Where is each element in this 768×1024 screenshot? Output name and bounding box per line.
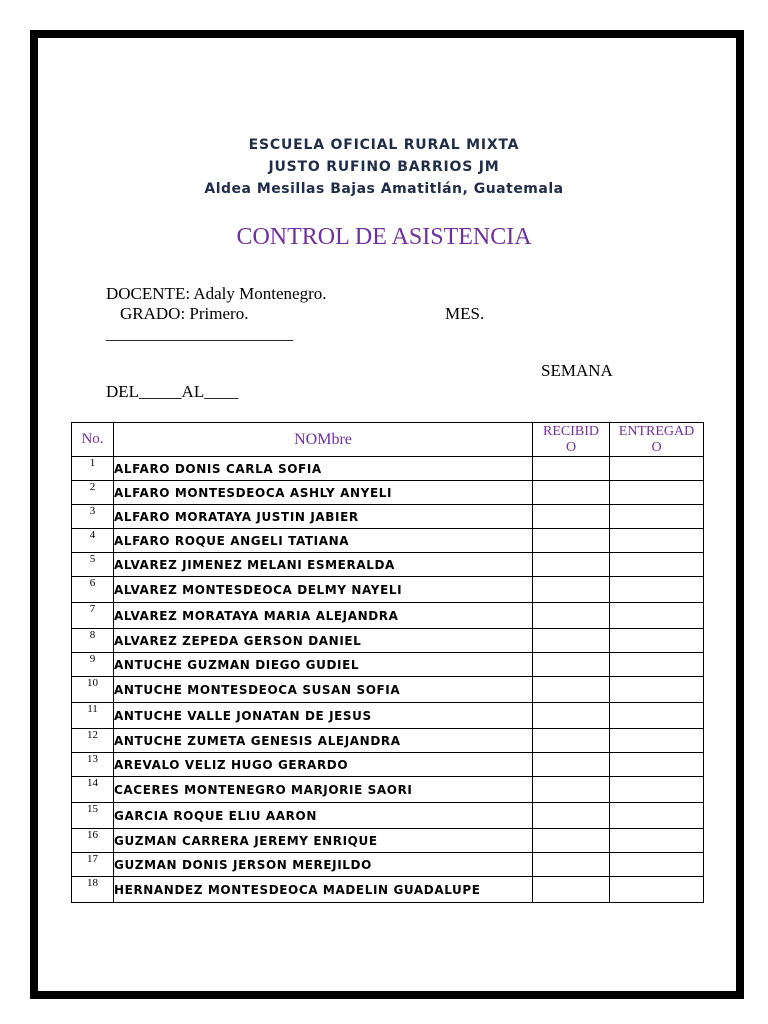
table-row [72, 853, 704, 877]
student-name: ANTUCHE MONTESDEOCA SUSAN SOFIA [114, 677, 533, 703]
row-number: 2 [72, 481, 114, 505]
entregado-cell[interactable] [610, 505, 704, 529]
recibido-cell[interactable] [533, 729, 610, 753]
entregado-cell[interactable] [610, 677, 704, 703]
student-name: ALFARO ROQUE ANGELI TATIANA [114, 529, 533, 553]
recibido-cell[interactable] [533, 529, 610, 553]
student-name: ALVAREZ JIMENEZ MELANI ESMERALDA [114, 553, 533, 577]
recibido-cell[interactable] [533, 553, 610, 577]
table-row [72, 803, 704, 829]
recibido-cell[interactable] [533, 753, 610, 777]
header-no: No. [72, 423, 114, 457]
row-number: 7 [72, 603, 114, 629]
entregado-cell[interactable] [610, 629, 704, 653]
recibido-cell[interactable] [533, 577, 610, 603]
table-row [72, 457, 704, 481]
row-number: 9 [72, 653, 114, 677]
row-number: 15 [72, 803, 114, 829]
row-number: 18 [72, 877, 114, 903]
row-number: 5 [72, 553, 114, 577]
header-name: NOMbre [114, 423, 533, 457]
table-row [72, 653, 704, 677]
student-name: ALFARO DONIS CARLA SOFIA [114, 457, 533, 481]
grado-field: GRADO: Primero. [120, 304, 249, 323]
entregado-cell[interactable] [610, 753, 704, 777]
entregado-cell[interactable] [610, 877, 704, 903]
table-row [72, 729, 704, 753]
table-row [72, 505, 704, 529]
row-number: 1 [72, 457, 114, 481]
table-row [72, 553, 704, 577]
entregado-cell[interactable] [610, 481, 704, 505]
row-number: 17 [72, 853, 114, 877]
mes-field: MES. [445, 304, 485, 323]
entregado-cell[interactable] [610, 653, 704, 677]
recibido-cell[interactable] [533, 853, 610, 877]
row-number: 10 [72, 677, 114, 703]
header-recibido: RECIBID O [533, 423, 610, 457]
student-name: CACERES MONTENEGRO MARJORIE SAORI [114, 777, 533, 803]
recibido-cell[interactable] [533, 829, 610, 853]
entregado-cell[interactable] [610, 729, 704, 753]
table-row [72, 877, 704, 903]
table-row [72, 629, 704, 653]
recibido-cell[interactable] [533, 505, 610, 529]
student-name: GARCIA ROQUE ELIU AARON [114, 803, 533, 829]
student-name: ALFARO MORATAYA JUSTIN JABIER [114, 505, 533, 529]
table-row [72, 481, 704, 505]
recibido-cell[interactable] [533, 603, 610, 629]
student-name: HERNANDEZ MONTESDEOCA MADELIN GUADALUPE [114, 877, 533, 903]
recibido-cell[interactable] [533, 677, 610, 703]
recibido-cell[interactable] [533, 481, 610, 505]
student-name: ALVAREZ MONTESDEOCA DELMY NAYELI [114, 577, 533, 603]
student-name: ANTUCHE ZUMETA GENESIS ALEJANDRA [114, 729, 533, 753]
school-location-line: Aldea Mesillas Bajas Amatitlán, Guatemala [204, 181, 564, 197]
entregado-cell[interactable] [610, 853, 704, 877]
table-row [72, 829, 704, 853]
recibido-cell[interactable] [533, 803, 610, 829]
entregado-cell[interactable] [610, 777, 704, 803]
row-number: 12 [72, 729, 114, 753]
table-row [72, 529, 704, 553]
school-name-line-2: JUSTO RUFINO BARRIOS JM [268, 159, 500, 175]
semana-field: SEMANA [541, 361, 613, 380]
recibido-cell[interactable] [533, 703, 610, 729]
row-number: 6 [72, 577, 114, 603]
row-number: 14 [72, 777, 114, 803]
recibido-cell[interactable] [533, 653, 610, 677]
student-name: GUZMAN DONIS JERSON MEREJILDO [114, 853, 533, 877]
document-title: CONTROL DE ASISTENCIA [236, 224, 532, 250]
recibido-cell[interactable] [533, 457, 610, 481]
recibido-cell[interactable] [533, 877, 610, 903]
row-number: 3 [72, 505, 114, 529]
row-number: 16 [72, 829, 114, 853]
school-name-line: ESCUELA OFICIAL RURAL MIXTA [248, 137, 520, 153]
entregado-cell[interactable] [610, 803, 704, 829]
entregado-cell[interactable] [610, 577, 704, 603]
header-entregado: ENTREGAD O [610, 423, 704, 457]
student-name: ALVAREZ ZEPEDA GERSON DANIEL [114, 629, 533, 653]
attendance-table [71, 422, 704, 903]
entregado-cell[interactable] [610, 603, 704, 629]
recibido-cell[interactable] [533, 777, 610, 803]
entregado-cell[interactable] [610, 829, 704, 853]
student-name: ANTUCHE GUZMAN DIEGO GUDIEL [114, 653, 533, 677]
row-number: 13 [72, 753, 114, 777]
student-name: ALVAREZ MORATAYA MARIA ALEJANDRA [114, 603, 533, 629]
row-number: 4 [72, 529, 114, 553]
mes-blank-line: ______________________ [106, 324, 293, 343]
entregado-cell[interactable] [610, 457, 704, 481]
table-row [72, 703, 704, 729]
student-name: ALFARO MONTESDEOCA ASHLY ANYELI [114, 481, 533, 505]
del-al-field: DEL_____AL____ [106, 382, 239, 401]
table-row [72, 677, 704, 703]
table-row [72, 753, 704, 777]
student-name: AREVALO VELIZ HUGO GERARDO [114, 753, 533, 777]
recibido-cell[interactable] [533, 629, 610, 653]
student-name: ANTUCHE VALLE JONATAN DE JESUS [114, 703, 533, 729]
table-row [72, 603, 704, 629]
table-row [72, 777, 704, 803]
row-number: 11 [72, 703, 114, 729]
entregado-cell[interactable] [610, 553, 704, 577]
docente-field: DOCENTE: Adaly Montenegro. [106, 284, 327, 303]
row-number: 8 [72, 629, 114, 653]
entregado-cell[interactable] [610, 529, 704, 553]
student-name: GUZMAN CARRERA JEREMY ENRIQUE [114, 829, 533, 853]
table-row [72, 577, 704, 603]
entregado-cell[interactable] [610, 703, 704, 729]
